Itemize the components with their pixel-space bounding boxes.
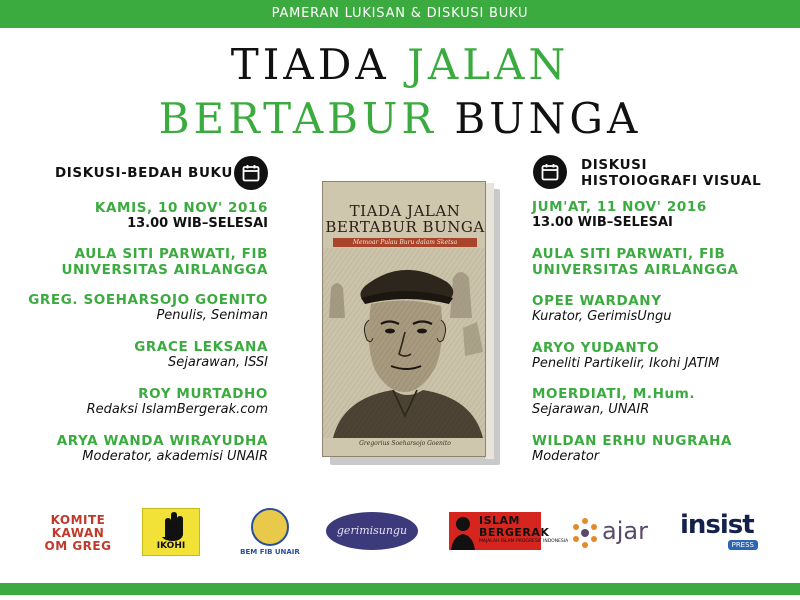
portrait-sketch-image bbox=[323, 248, 486, 438]
speaker-role: Redaksi IslamBergerak.com bbox=[86, 402, 268, 417]
title-line-1 bbox=[0, 40, 800, 89]
right-venue-block bbox=[532, 246, 792, 278]
left-venue-2: UNIVERSITAS AIRLANGGA bbox=[61, 262, 268, 278]
left-speaker bbox=[8, 339, 268, 371]
insist-press-logo: insist PRESS bbox=[680, 510, 760, 552]
hand-icon bbox=[143, 509, 199, 541]
speaker-name: GRACE LEKSANA bbox=[134, 339, 268, 355]
left-date: KAMIS, 10 NOV' 2016 bbox=[94, 200, 268, 216]
book-cover bbox=[322, 181, 496, 463]
right-venue-2: UNIVERSITAS AIRLANGGA bbox=[532, 262, 739, 278]
right-speaker bbox=[532, 340, 792, 372]
left-time: 13.00 WIB–SELESAI bbox=[127, 216, 268, 231]
gerimisungu-logo: gerimisungu bbox=[326, 512, 418, 550]
left-date-block bbox=[8, 200, 268, 232]
speaker-name: GREG. SOEHARSOJO GOENITO bbox=[28, 292, 268, 308]
calendar-icon bbox=[234, 156, 268, 190]
speaker-role: Peneliti Partikelir, Ikohi JATIM bbox=[532, 356, 720, 371]
speaker-name: MOERDIATI, M.Hum. bbox=[532, 386, 696, 402]
right-speaker bbox=[532, 433, 792, 465]
right-date-block bbox=[532, 199, 792, 231]
right-date: JUM'AT, 11 NOV' 2016 bbox=[532, 199, 707, 215]
left-venue-1: AULA SITI PARWATI, FIB bbox=[74, 246, 268, 262]
speaker-name: WILDAN ERHU NUGRAHA bbox=[532, 433, 733, 449]
speaker-role: Penulis, Seniman bbox=[156, 308, 268, 323]
speaker-role: Kurator, GerimisUngu bbox=[532, 309, 672, 324]
bem-fib-logo: BEM FIB UNAIR bbox=[232, 508, 308, 558]
dots-icon bbox=[570, 513, 600, 553]
right-heading-line-1: DISKUSI bbox=[581, 157, 648, 173]
speaker-role: Moderator bbox=[532, 449, 600, 464]
left-speaker bbox=[8, 292, 268, 324]
ikohi-logo: IKOHI bbox=[142, 508, 200, 556]
book-subtitle: Memoar Pulau Buru dalam Sketsa bbox=[352, 239, 458, 246]
ajar-logo: ajar bbox=[570, 513, 646, 553]
speaker-name: OPEE WARDANY bbox=[532, 293, 662, 309]
calendar-icon bbox=[533, 155, 567, 189]
book-author: Gregorius Soeharsojo Goenito bbox=[359, 440, 451, 447]
left-venue-block bbox=[8, 246, 268, 278]
title-line-2 bbox=[0, 94, 800, 143]
book-front bbox=[322, 181, 486, 457]
right-section-heading bbox=[581, 157, 761, 189]
book-title-line-1: TIADA JALAN bbox=[349, 202, 461, 220]
right-speaker bbox=[532, 386, 792, 418]
top-banner bbox=[0, 0, 800, 28]
speaker-name: ARYA WANDA WIRAYUDHA bbox=[56, 433, 268, 449]
islam-bergerak-logo: ISLAM BERGERAK MAJALAH ISLAM PROGRESIF INDONESIA bbox=[449, 512, 541, 550]
banner-text: PAMERAN LUKISAN & DISKUSI BUKU bbox=[271, 6, 529, 21]
right-time: 13.00 WIB–SELESAI bbox=[532, 215, 673, 230]
title-word-tiada: TIADA bbox=[230, 40, 390, 89]
komite-kawan-logo: KOMITE KAWAN OM GREG bbox=[44, 513, 112, 553]
title-word-jalan: JALAN bbox=[407, 40, 570, 89]
speaker-role: Sejarawan, UNAIR bbox=[532, 402, 650, 417]
left-speaker bbox=[8, 433, 268, 465]
speaker-role: Sejarawan, ISSI bbox=[168, 355, 268, 370]
right-venue-1: AULA SITI PARWATI, FIB bbox=[532, 246, 726, 262]
speaker-name: ROY MURTADHO bbox=[138, 386, 268, 402]
speaker-role: Moderator, akademisi UNAIR bbox=[82, 449, 268, 464]
speaker-name: ARYO YUDANTO bbox=[532, 340, 660, 356]
silhouette-icon bbox=[449, 512, 477, 550]
title-word-bertabur: BERTABUR bbox=[158, 94, 438, 143]
title-word-bunga: BUNGA bbox=[454, 94, 642, 143]
right-speaker bbox=[532, 293, 792, 325]
bem-emblem-icon bbox=[251, 508, 289, 546]
bottom-bar bbox=[0, 583, 800, 595]
left-speaker bbox=[8, 386, 268, 418]
right-heading-line-2: HISTOIOGRAFI VISUAL bbox=[581, 173, 762, 189]
book-title-line-2: BERTABUR BUNGA bbox=[325, 218, 485, 236]
left-section-heading: DISKUSI-BEDAH BUKU bbox=[55, 165, 233, 181]
